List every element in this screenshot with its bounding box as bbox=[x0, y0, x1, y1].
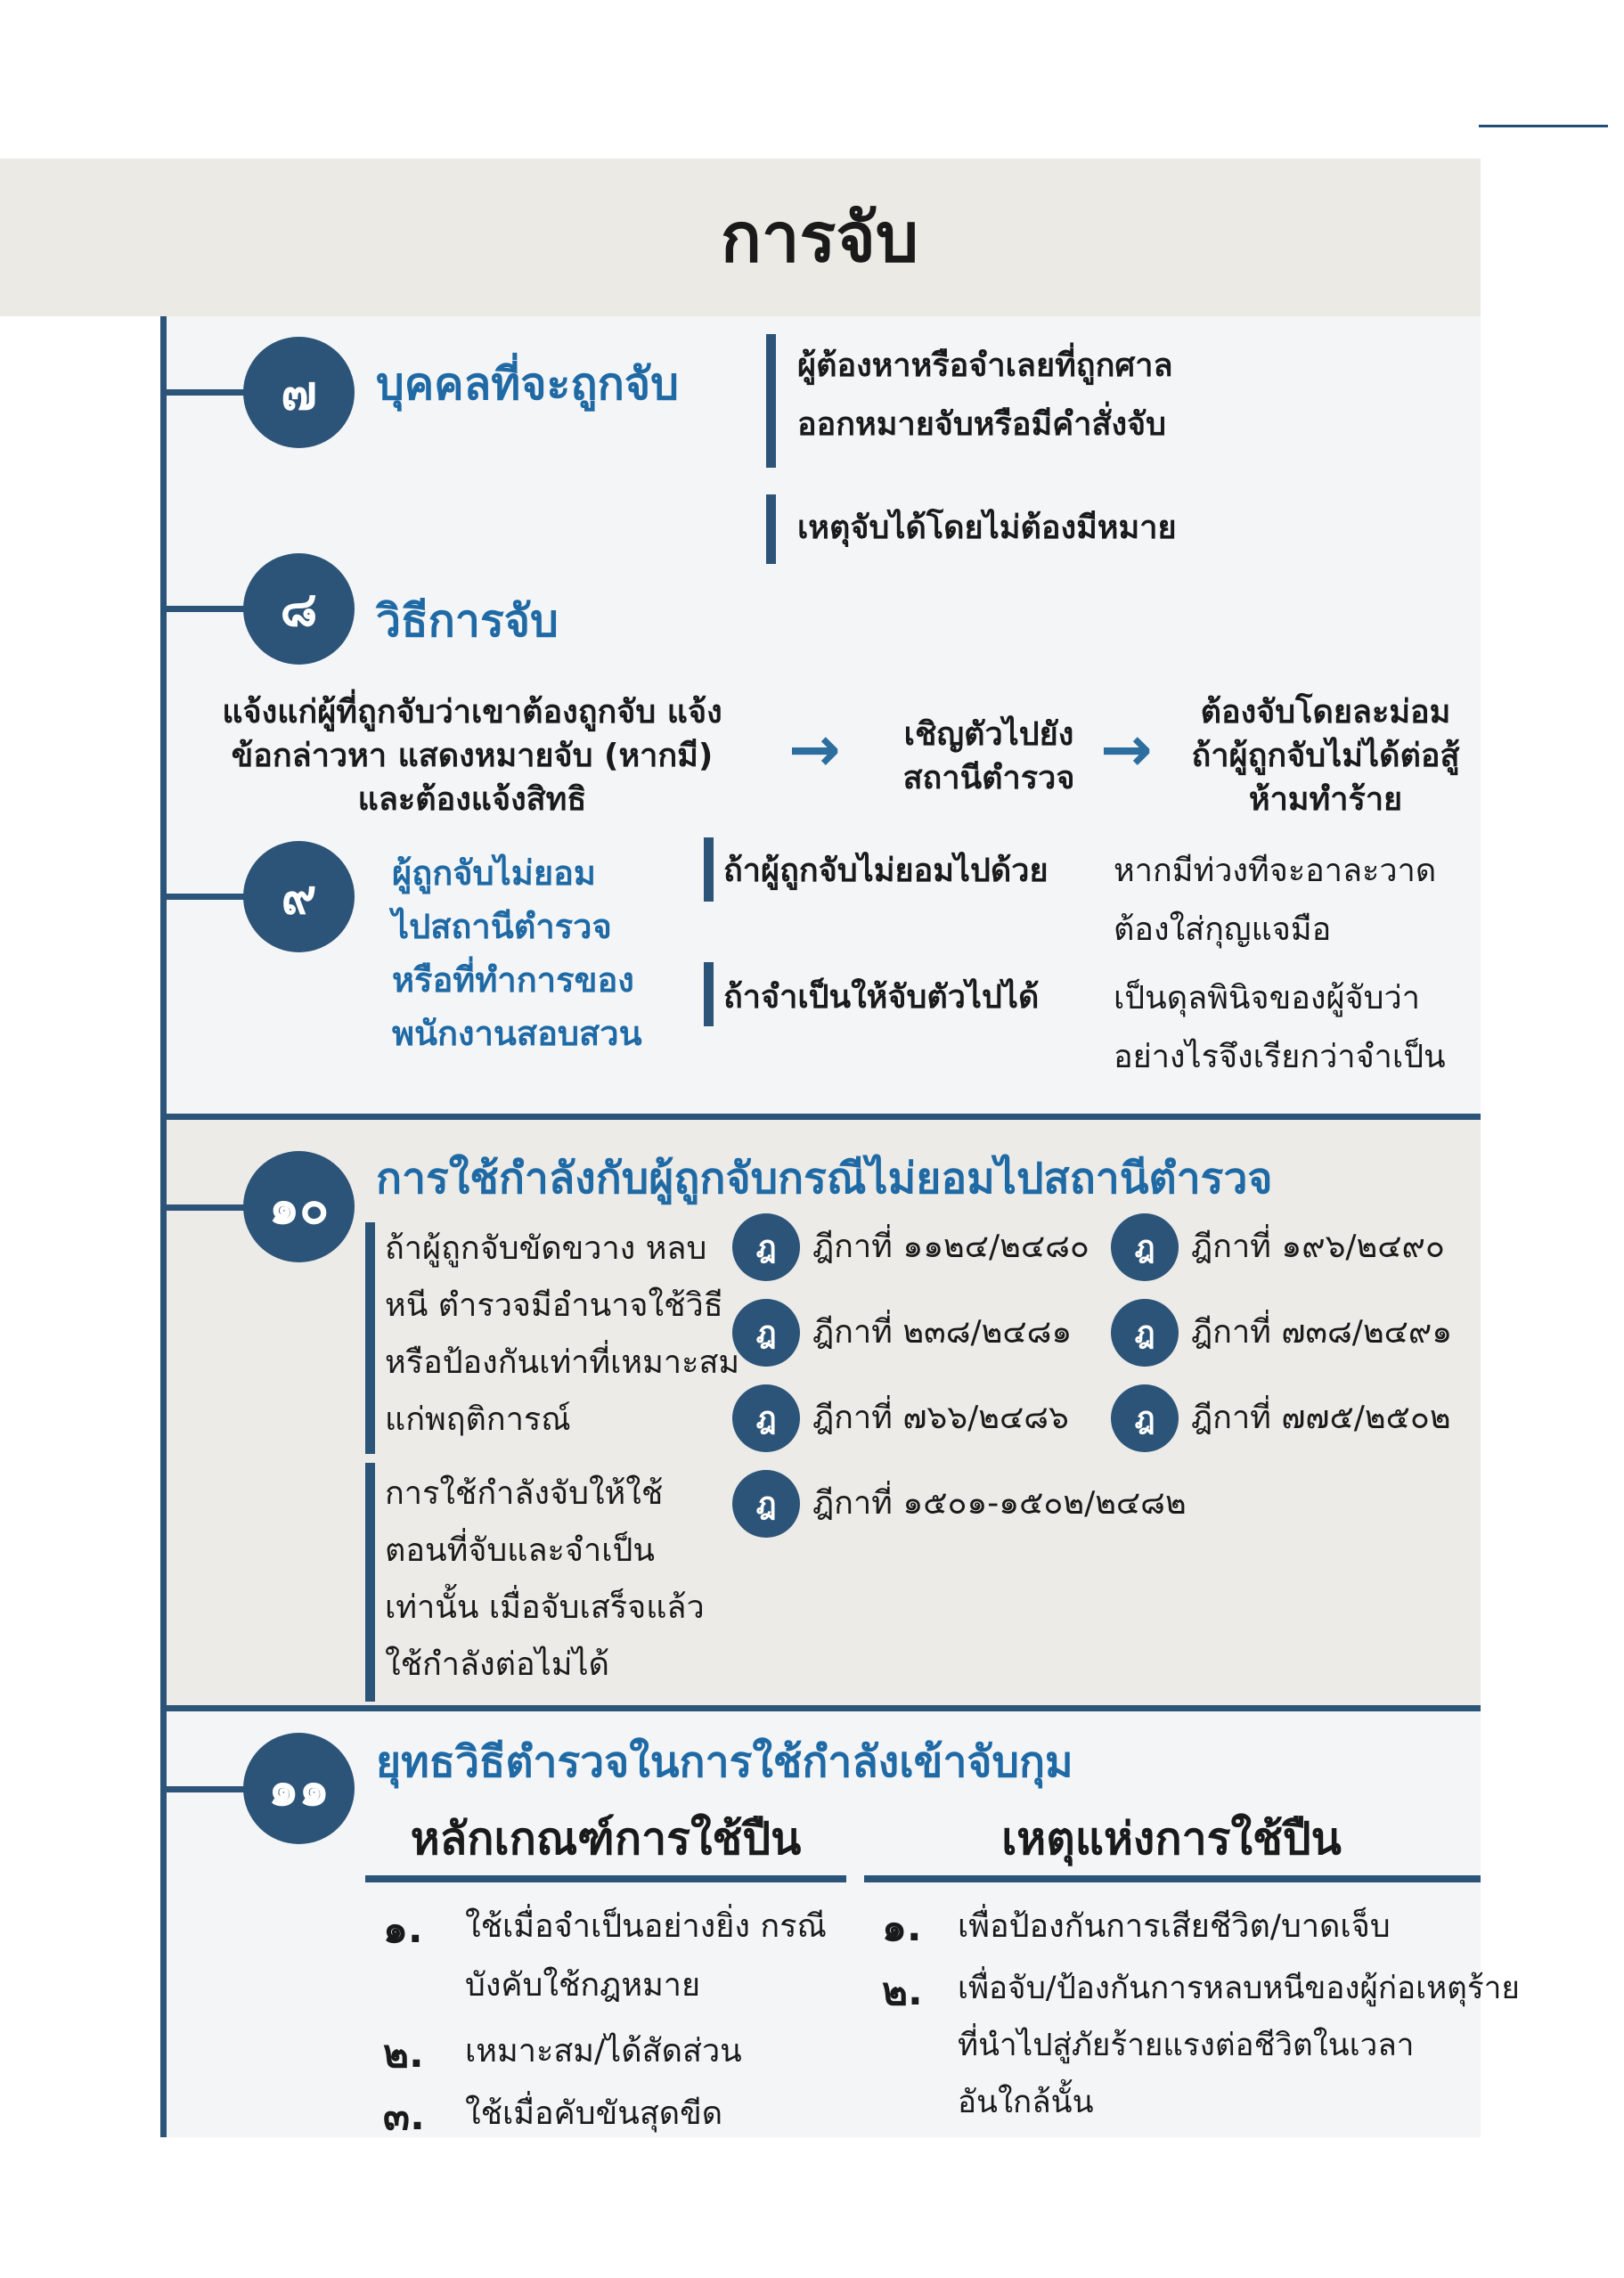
s10-text2-line3: เท่านั้น เมื่อจับเสร็จแล้ว bbox=[385, 1589, 705, 1626]
timeline-tick-8 bbox=[167, 606, 256, 612]
s8-step1-line1: แจ้งแก่ผู้ที่ถูกจับว่าเขาต้องถูกจับ แจ้ง bbox=[222, 694, 722, 731]
s10-text-2 bbox=[385, 1466, 705, 1694]
case-ref: ฎีกาที่ ๗๓๘/๒๔๙๑ bbox=[1191, 1314, 1453, 1351]
s8-step3-line3: ห้ามทำร้าย bbox=[1248, 781, 1403, 818]
list-number: ๑. bbox=[383, 1906, 423, 1952]
s8-step3-line2: ถ้าผู้ถูกจับไม่ได้ต่อสู้ bbox=[1191, 738, 1460, 774]
case-ref: ฎีกาที่ ๗๖๖/๒๔๘๖ bbox=[812, 1400, 1069, 1436]
s8-step1-line3: และต้องแจ้งสิทธิ bbox=[357, 781, 587, 818]
supreme-court-icon: ฎ bbox=[732, 1384, 800, 1452]
supreme-court-icon: ฎ bbox=[1111, 1299, 1179, 1367]
s7-item2: เหตุจับได้โดยไม่ต้องมีหมาย bbox=[797, 510, 1177, 546]
accent-bar bbox=[766, 494, 776, 564]
supreme-court-icon: ฎ bbox=[1111, 1384, 1179, 1452]
page-title: การจับ bbox=[720, 198, 919, 277]
case-ref: ฎีกาที่ ๑๑๒๔/๒๔๘๐ bbox=[812, 1229, 1089, 1265]
s9-title-line3: หรือที่ทำการของ bbox=[392, 960, 634, 1000]
gun-use-reasons-heading: เหตุแห่งการใช้ปืน bbox=[1001, 1813, 1342, 1865]
accent-bar bbox=[365, 1222, 375, 1454]
s9-note-2 bbox=[1114, 969, 1446, 1087]
s8-step2-line2: สถานีตำรวจ bbox=[902, 760, 1075, 796]
supreme-court-icon: ฎ bbox=[732, 1470, 800, 1538]
s10-text2-line1: การใช้กำลังจับให้ใช้ bbox=[385, 1475, 664, 1512]
list-number: ๒. bbox=[383, 2031, 424, 2077]
s8-step1-line2: ข้อกล่าวหา แสดงหมายจับ (หากมี) bbox=[231, 738, 714, 774]
section-number-10: ๑๐ bbox=[243, 1151, 355, 1262]
s9-title-line2: ไปสถานีตำรวจ bbox=[392, 907, 612, 946]
section-number-7: ๗ bbox=[243, 337, 355, 448]
timeline-tick-11 bbox=[167, 1786, 256, 1792]
section-title-10: การใช้กำลังกับผู้ถูกจับกรณีไม่ยอมไปสถานีตำรวจ bbox=[376, 1154, 1273, 1204]
divider-10 bbox=[167, 1114, 1481, 1120]
list-item bbox=[958, 1960, 1520, 2131]
s10-text-1 bbox=[385, 1221, 739, 1449]
list-item-line: อันใกล้นั้น bbox=[958, 2085, 1094, 2120]
s9-condition-2: ถ้าจำเป็นให้จับตัวไปได้ bbox=[723, 979, 1040, 1016]
supreme-court-icon: ฎ bbox=[1111, 1213, 1179, 1281]
accent-bar bbox=[704, 962, 714, 1026]
gun-use-principles-heading: หลักเกณฑ์การใช้ปืน bbox=[410, 1813, 802, 1865]
s9-note2-line2: อย่างไรจึงเรียกว่าจำเป็น bbox=[1114, 1039, 1446, 1075]
timeline-tick-7 bbox=[167, 389, 256, 396]
list-item: เหมาะสม/ได้สัดส่วน bbox=[465, 2033, 742, 2070]
case-ref: ฎีกาที่ ๑๕๐๑-๑๕๐๒/๒๔๘๒ bbox=[812, 1485, 1187, 1522]
list-item: ใช้เมื่อคับขันสุดขีด bbox=[465, 2095, 723, 2132]
list-item-line: ใช้เมื่อจำเป็นอย่างยิ่ง กรณี bbox=[465, 1908, 827, 1945]
list-item-line: ที่นำไปสู่ภัยร้ายแรงต่อชีวิตในเวลา bbox=[958, 2028, 1415, 2063]
timeline-tick-10 bbox=[167, 1204, 256, 1211]
supreme-court-icon: ฎ bbox=[732, 1299, 800, 1367]
list-number: ๓. bbox=[383, 2094, 425, 2139]
s10-text2-line2: ตอนที่จับและจำเป็น bbox=[385, 1532, 655, 1569]
s7-item1 bbox=[797, 337, 1173, 454]
s9-note1-line2: ต้องใส่กุญแจมือ bbox=[1114, 911, 1332, 948]
s10-text1-line3: หรือป้องกันเท่าที่เหมาะสม bbox=[385, 1344, 740, 1381]
list-item-line: เพื่อจับ/ป้องกันการหลบหนีของผู้ก่อเหตุร้าย bbox=[958, 1971, 1520, 2006]
case-ref: ฎีกาที่ ๗๗๕/๒๕๐๒ bbox=[1191, 1400, 1451, 1436]
s8-step3-line1: ต้องจับโดยละม่อม bbox=[1200, 694, 1451, 731]
accent-bar bbox=[704, 837, 714, 902]
s9-title-line1: ผู้ถูกจับไม่ยอม bbox=[392, 853, 596, 893]
s8-step2-line1: เชิญตัวไปยัง bbox=[903, 716, 1074, 753]
s10-text1-line2: หนี ตำรวจมีอำนาจใช้วิธี bbox=[385, 1287, 723, 1324]
timeline-tick-9 bbox=[167, 894, 256, 900]
timeline-line bbox=[160, 316, 167, 2137]
arrow-right-icon: → bbox=[788, 713, 841, 786]
s10-text1-line4: แก่พฤติการณ์ bbox=[385, 1401, 571, 1438]
s9-note-1 bbox=[1114, 842, 1436, 959]
s10-text2-line4: ใช้กำลังต่อไม่ได้ bbox=[385, 1646, 609, 1683]
arrow-right-icon: → bbox=[1100, 713, 1153, 786]
heading-underline bbox=[365, 1875, 846, 1882]
s8-step2 bbox=[877, 713, 1100, 800]
section-number-9: ๙ bbox=[243, 841, 355, 952]
section-number-8: ๘ bbox=[243, 553, 355, 665]
list-number: ๑. bbox=[882, 1905, 922, 1950]
case-ref: ฎีกาที่ ๑๙๖/๒๔๙๐ bbox=[1191, 1229, 1445, 1265]
s9-condition-1: ถ้าผู้ถูกจับไม่ยอมไปด้วย bbox=[723, 853, 1049, 889]
section-title-9 bbox=[392, 846, 642, 1060]
s9-note2-line1: เป็นดุลพินิจของผู้จับว่า bbox=[1114, 980, 1420, 1017]
list-item-line: บังคับใช้กฎหมาย bbox=[465, 1967, 701, 2004]
list-item: เพื่อป้องกันการเสียชีวิต/บาดเจ็บ bbox=[958, 1908, 1391, 1945]
accent-bar bbox=[365, 1463, 375, 1702]
s10-text1-line1: ถ้าผู้ถูกจับขัดขวาง หลบ bbox=[385, 1230, 707, 1267]
s7-item1-line2: ออกหมายจับหรือมีคำสั่งจับ bbox=[797, 406, 1166, 443]
section-title-11: ยุทธวิธีตำรวจในการใช้กำลังเข้าจับกุม bbox=[376, 1737, 1073, 1787]
divider-11 bbox=[167, 1705, 1481, 1711]
supreme-court-icon: ฎ bbox=[732, 1213, 800, 1281]
s8-step3 bbox=[1174, 690, 1477, 821]
top-rule bbox=[1479, 125, 1608, 127]
section-number-11: ๑๑ bbox=[243, 1733, 355, 1844]
section-title-7: บุคคลที่จะถูกจับ bbox=[376, 358, 679, 410]
list-item bbox=[465, 1898, 827, 2015]
s7-item1-line1: ผู้ต้องหาหรือจำเลยที่ถูกศาล bbox=[797, 347, 1173, 384]
s8-step1 bbox=[196, 690, 748, 821]
accent-bar bbox=[766, 334, 776, 468]
s9-note1-line1: หากมีท่วงทีจะอาละวาด bbox=[1114, 853, 1437, 889]
list-number: ๒. bbox=[882, 1969, 923, 2014]
case-ref: ฎีกาที่ ๒๓๘/๒๔๘๑ bbox=[812, 1314, 1073, 1351]
heading-underline bbox=[864, 1875, 1481, 1882]
section-title-8: วิธีการจับ bbox=[376, 595, 559, 647]
s9-title-line4: พนักงานสอบสวน bbox=[392, 1014, 642, 1053]
